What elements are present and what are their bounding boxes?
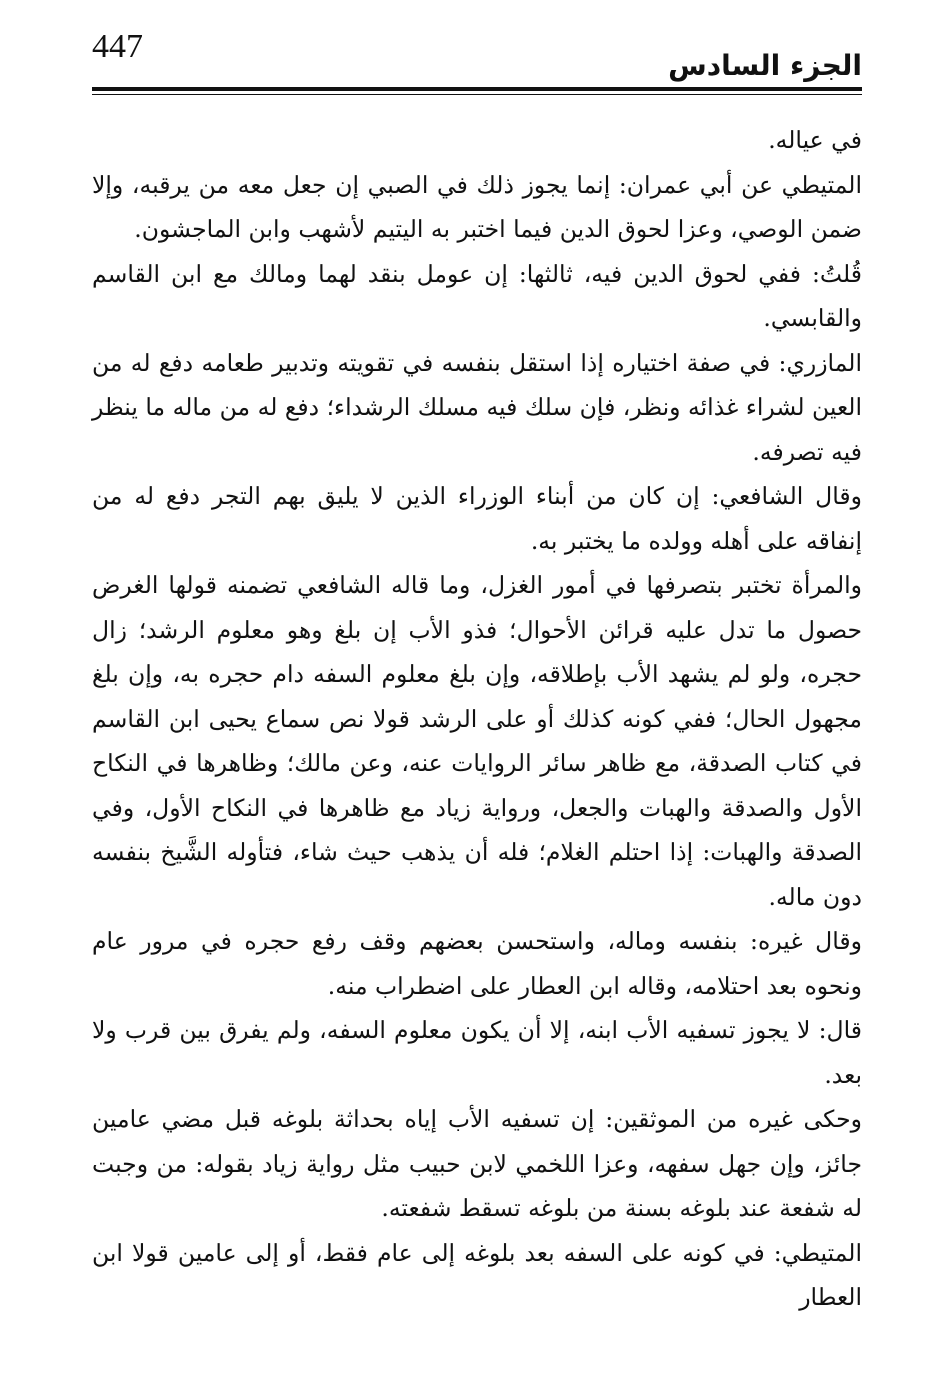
page-number: 447 (92, 28, 143, 65)
paragraph: قُلتُ: ففي لحوق الدين فيه، ثالثها: إن عومل بنقد لهما ومالك مع ابن القاسم والقابسي. (92, 259, 862, 332)
paragraph: والمرأة تختبر بتصرفها في أمور الغزل، وما قاله الشافعي تضمنه قولها الغرض حصول ما تدل عليه قرائن الأحوال؛ فذو الأب إن بلغ وهو معلوم الرشد؛ زال حجره، ولو لم يشهد الأب بإطلاقه، وإن بلغ معلوم السفه دام حجره به، وإن بلغ مجهول الحال؛ ففي كونه كذلك أو على الرشد قولا نص سماع يحيى ابن القاسم في كتاب الصدقة، مع ظاهر سائر الروايات عنه، وعن مالك؛ وظاهرها في النكاح الأول والصدقة والهبات والجعل، ورواية زياد مع ظاهرها في النكاح الأول، وفي الصدقة والهبات: إذا احتلم الغلام؛ فله أن يذهب حيث شاء، فتأوله الشَّيخ بنفسه دون ماله. (92, 571, 862, 911)
paragraph: المتيطي عن أبي عمران: إنما يجوز ذلك في الصبي إن جعل معه من يرقبه، وإلا ضمن الوصي، وعزا لحوق الدين فيما اختبر به اليتيم لأشهب وابن الماجشون. (92, 170, 862, 243)
paragraph: وقال غيره: بنفسه وماله، واستحسن بعضهم وقف رفع حجره في مرور عام ونحوه بعد احتلامه، وقاله ابن العطار على اضطراب منه. (92, 927, 862, 1000)
paragraph: وقال الشافعي: إن كان من أبناء الوزراء الذين لا يليق بهم التجر دفع له من إنفاقه على أهله وولده ما يختبر به. (92, 482, 862, 555)
running-title: الجزء السادس (668, 49, 862, 82)
header-rule-thick (92, 87, 862, 91)
body-text (92, 118, 862, 1320)
header-rule-thin (92, 94, 862, 95)
paragraph: المتيطي: في كونه على السفه بعد بلوغه إلى عام فقط، أو إلى عامين قولا ابن العطار (92, 1238, 862, 1311)
paragraph: المازري: في صفة اختياره إذا استقل بنفسه في تقويته وتدبير طعامه دفع له من العين لشراء غذائه ونظر، فإن سلك فيه مسلك الرشداء؛ دفع له من ماله ما ينظر فيه تصرفه. (92, 348, 862, 466)
paragraph: وحكى غيره من الموثقين: إن تسفيه الأب إياه بحداثة بلوغه قبل مضي عامين جائز، وإن جهل سفهه، وعزا اللخمي لابن حبيب مثل رواية زياد بقوله: من وجبت له شفعة عند بلوغه بسنة من بلوغه تسقط شفعته. (92, 1105, 862, 1222)
paragraph: في عياله. (768, 126, 862, 154)
paragraph: قال: لا يجوز تسفيه الأب ابنه، إلا أن يكون معلوم السفه، ولم يفرق بين قرب ولا بعد. (92, 1016, 862, 1089)
